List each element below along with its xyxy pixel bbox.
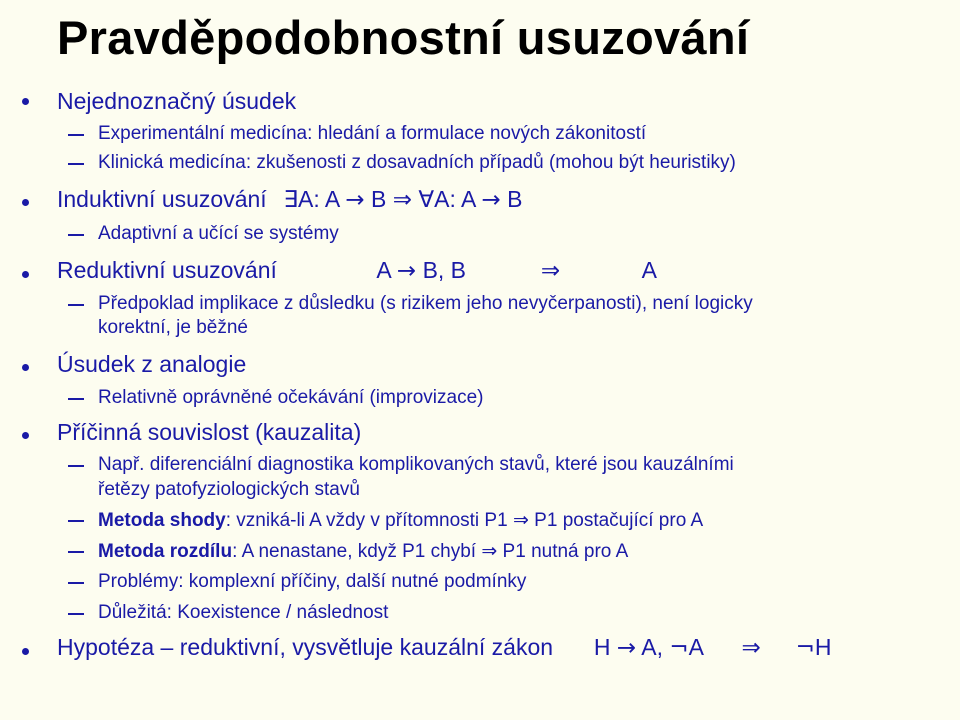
- formula-part: B: [507, 186, 523, 212]
- formula-part: A,: [641, 634, 663, 660]
- dash-icon: [68, 613, 84, 615]
- bullet-icon: [22, 364, 29, 371]
- dash-icon: [68, 520, 84, 522]
- formula-part: H: [814, 634, 832, 660]
- item-reduktivni-usuzovani: [57, 256, 657, 285]
- dash-icon: [68, 551, 84, 553]
- subitem-experimentalni-medicina: Experimentální medicína: hledání a formulace nových zákonitostí: [98, 123, 647, 144]
- implies-symbol: ⇒: [540, 258, 561, 284]
- dash-icon: [68, 582, 84, 584]
- formula-part: H: [593, 634, 611, 660]
- item-pricinna-souvislost: Příčinná souvislost (kauzalita): [57, 419, 362, 445]
- subitem-napr-diferencialni: Např. diferenciální diagnostika komplikovaných stavů, které jsou kauzálními: [98, 454, 734, 475]
- subitem-predpoklad-implikace: Předpoklad implikace z důsledku (s rizikem jeho nevyčerpanosti), není logicky: [98, 293, 753, 314]
- subitem-adaptivni-systemy: Adaptivní a učící se systémy: [98, 223, 339, 244]
- item-usudek-z-analogie: Úsudek z analogie: [57, 351, 247, 377]
- method-text: : vzniká-li A vždy v přítomnosti P1: [225, 510, 508, 531]
- subitem-predpoklad-implikace-line2: korektní, je běžné: [98, 317, 248, 338]
- subitem-dulezita: Důležitá: Koexistence / následnost: [98, 602, 389, 623]
- method-text: P1 postačující pro A: [534, 510, 704, 531]
- item-hypoteza: [57, 633, 831, 662]
- arrow-symbol: →: [396, 258, 417, 284]
- item-text: Reduktivní usuzování: [57, 257, 277, 283]
- arrow-symbol: →: [616, 635, 637, 661]
- implies-symbol: ⇒: [481, 540, 498, 562]
- bullet-icon: [22, 271, 29, 278]
- bullet-icon: [22, 432, 29, 439]
- subitem-metoda-shody: [98, 508, 703, 533]
- method-name: Metoda shody: [98, 510, 226, 531]
- formula-part: B, B: [422, 257, 467, 283]
- method-text: P1 nutná pro A: [502, 541, 629, 562]
- bullet-icon: [22, 199, 29, 206]
- formula-part: A: [376, 257, 391, 283]
- implies-symbol: ⇒: [741, 635, 761, 661]
- formula-part: A: A: [298, 186, 339, 212]
- implies-symbol: ⇒: [392, 187, 413, 213]
- dash-icon: [68, 163, 84, 165]
- formula-part: A: A: [434, 186, 476, 212]
- forall-symbol: ∀: [418, 187, 435, 213]
- item-nejednoznacny-usudek: Nejednoznačný úsudek: [57, 88, 297, 114]
- formula-part: A: [688, 634, 703, 660]
- not-symbol: ¬: [795, 635, 815, 661]
- subitem-napr-diferencialni-line2: řetězy patofyziologických stavů: [98, 479, 360, 500]
- dash-icon: [68, 398, 84, 400]
- exists-symbol: ∃: [283, 187, 299, 213]
- formula-part: B: [371, 186, 387, 212]
- subitem-relativne-opravnene: Relativně oprávněné očekávání (improvizace): [98, 387, 484, 408]
- formula-part: A: [641, 257, 657, 283]
- bullet-icon: [22, 648, 29, 655]
- bullet-icon: [22, 98, 29, 105]
- subitem-klinicka-medicina: Klinická medicína: zkušenosti z dosavadních případů (mohou být heuristiky): [98, 152, 736, 173]
- dash-icon: [68, 304, 84, 306]
- item-text: Hypotéza – reduktivní, vysvětluje kauzální zákon: [57, 634, 554, 660]
- dash-icon: [68, 234, 84, 236]
- method-text: : A nenastane, když P1 chybí: [232, 541, 477, 562]
- item-induktivni-usuzovani: [57, 185, 523, 214]
- subitem-metoda-rozdilu: [98, 539, 628, 564]
- not-symbol: ¬: [669, 635, 689, 661]
- arrow-symbol: →: [345, 187, 365, 213]
- dash-icon: [68, 465, 84, 467]
- arrow-symbol: →: [481, 187, 501, 213]
- item-text: Induktivní usuzování: [57, 186, 267, 212]
- method-name: Metoda rozdílu: [98, 541, 233, 562]
- subitem-problemy: Problémy: komplexní příčiny, další nutné podmínky: [98, 571, 527, 592]
- dash-icon: [68, 134, 84, 136]
- implies-symbol: ⇒: [512, 509, 529, 531]
- slide-title: Pravděpodobnostní usuzování: [57, 11, 750, 64]
